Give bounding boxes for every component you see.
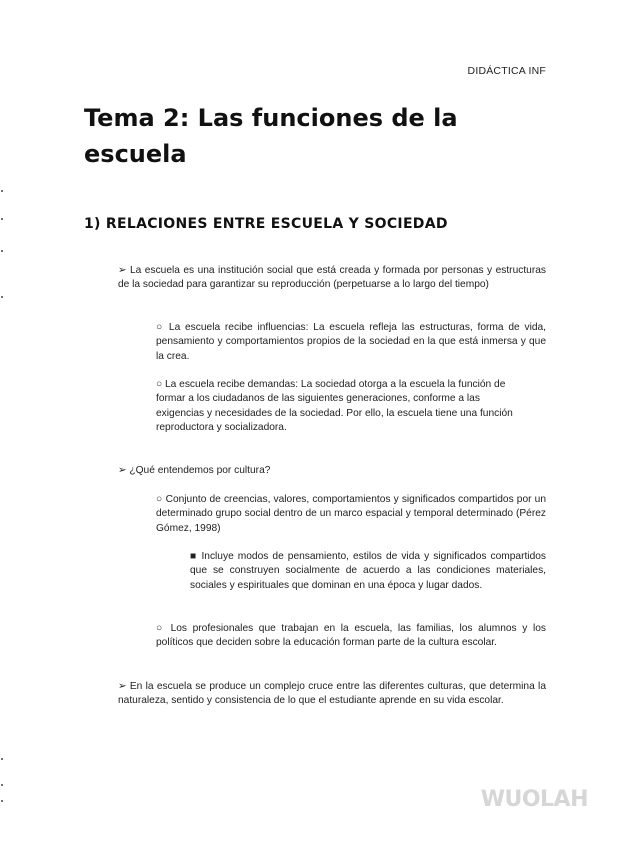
sub-bullet-paragraph bbox=[156, 321, 546, 364]
paragraph-text: Conjunto de creencias, valores, comportamientos y significados compartidos por un determinado grupo social dentro de un marco espacial y temporal determinado (Pérez Gómez, 1998) bbox=[156, 494, 546, 534]
page-title: Tema 2: Las funciones de la escuela bbox=[84, 104, 458, 168]
paragraph-text: Incluye modos de pensamiento, estilos de vida y significados compartidos que se construyen socialmente de acuerdo a las condiciones materiales, sociales y espirituales que dominan en una época y lugar dados. bbox=[190, 551, 546, 591]
circle-bullet-icon: ○ bbox=[156, 494, 163, 505]
scan-edge-marks bbox=[0, 0, 6, 848]
paragraph-text: La escuela recibe influencias: La escuela refleja las estructuras, forma de vida, pensamiento y comportamientos propios de la sociedad en la que está inmersa y que la crea. bbox=[156, 322, 546, 362]
wuolah-watermark: WUOLAH bbox=[480, 787, 588, 812]
circle-bullet-icon: ○ bbox=[156, 379, 163, 390]
course-header: DIDÁCTICA INF bbox=[467, 65, 546, 77]
arrow-bullet-icon: ➢ bbox=[118, 465, 127, 476]
paragraph-text: ¿Qué entendemos por cultura? bbox=[129, 465, 271, 476]
arrow-bullet-icon: ➢ bbox=[118, 265, 127, 276]
circle-bullet-icon: ○ bbox=[156, 623, 165, 634]
paragraph-text: Los profesionales que trabajan en la escuela, las familias, los alumnos y los políticos que deciden sobre la educación forman parte de la cultura escolar. bbox=[156, 623, 546, 649]
sub-bullet-paragraph bbox=[156, 493, 546, 536]
paragraph-text: La escuela es una institución social que está creada y formada por personas y estructuras de la sociedad para garantizar su reproducción (perpetuarse a lo largo del tiempo) bbox=[118, 265, 546, 291]
sub-bullet-paragraph bbox=[156, 378, 514, 436]
bullet-paragraph bbox=[118, 264, 546, 293]
bullet-paragraph bbox=[118, 680, 546, 709]
circle-bullet-icon: ○ bbox=[156, 322, 165, 333]
sub-bullet-paragraph bbox=[156, 622, 546, 651]
paragraph-text: En la escuela se produce un complejo cruce entre las diferentes culturas, que determina la naturaleza, sentido y consistencia de lo que el estudiante aprende en su vida escolar. bbox=[118, 681, 546, 707]
paragraph-text: La escuela recibe demandas: La sociedad otorga a la escuela la función de formar a los ciudadanos de las siguientes generaciones, conforme a las exigencias y necesidades de la sociedad. Por ello, la escuela tiene una función reproductora y socializadora. bbox=[156, 379, 513, 434]
arrow-bullet-icon: ➢ bbox=[118, 681, 127, 692]
bullet-paragraph bbox=[118, 464, 546, 478]
square-bullet-icon: ■ bbox=[190, 551, 198, 562]
section-heading: 1) RELACIONES ENTRE ESCUELA Y SOCIEDAD bbox=[84, 216, 448, 232]
square-bullet-paragraph bbox=[190, 550, 546, 593]
